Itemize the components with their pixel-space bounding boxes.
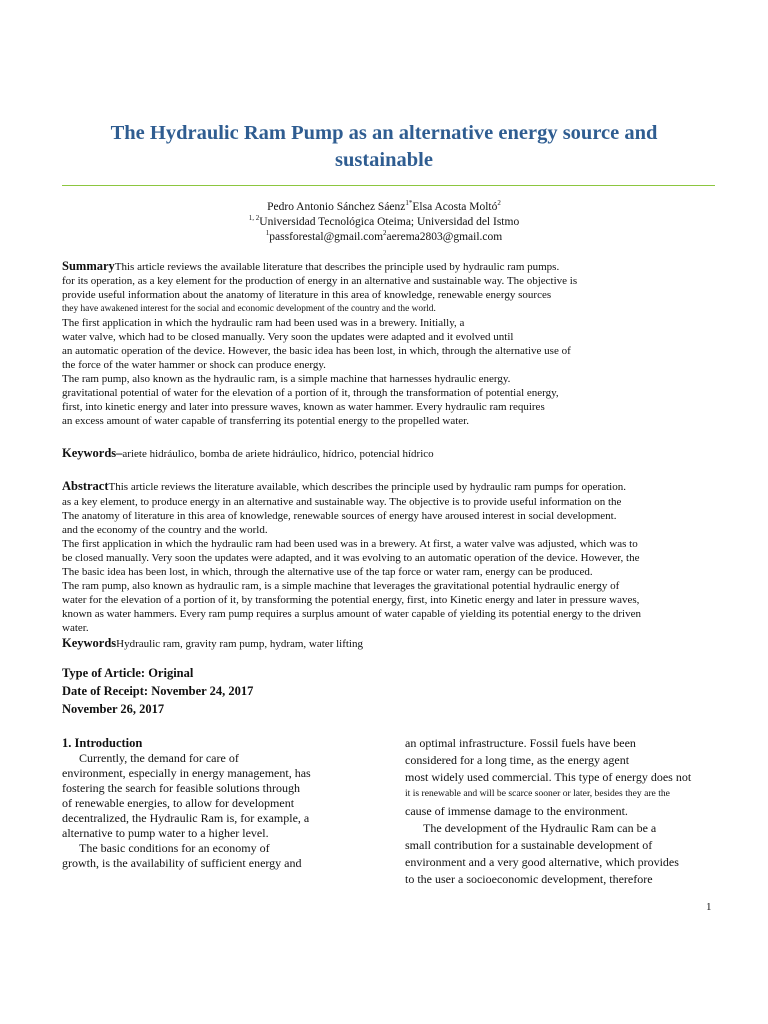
summary-text: they have awakened interest for the social and economic development of the country and the world. bbox=[62, 304, 436, 314]
abstract-text: The anatomy of literature in this area of knowledge, renewable sources of energy have aroused interest in social development. bbox=[62, 510, 617, 522]
abstract-text: The first application in which the hydraulic ram had been used was in a brewery. At first, a water valve was adjusted, which was to bbox=[62, 538, 638, 550]
keywords-es-text: ariete hidráulico, bomba de ariete hidráulico, hídrico, potencial hídrico bbox=[122, 448, 434, 460]
keywords-es bbox=[62, 446, 434, 461]
email-2[interactable]: aerema2803@gmail.com bbox=[386, 230, 503, 243]
intro-right-line: it is renewable and will be scarce sooner or later, besides they are the bbox=[405, 788, 670, 799]
keywords-es-label: Keywords– bbox=[62, 446, 123, 460]
summary-text: gravitational potential of water for the elevation of a portion of it, through the transformation of potential energy, bbox=[62, 387, 559, 399]
section-heading-introduction: 1. Introduction bbox=[62, 736, 143, 750]
summary-text: The first application in which the hydraulic ram had been used was in a brewery. Initially, a bbox=[62, 317, 465, 329]
summary-line-6 bbox=[62, 330, 513, 344]
intro-right-line: an optimal infrastructure. Fossil fuels have been bbox=[405, 736, 636, 750]
author-1-sup: 1* bbox=[405, 199, 413, 207]
abstract-line-5 bbox=[62, 537, 638, 551]
intro-left-line: The basic conditions for an economy of bbox=[79, 841, 270, 855]
summary-line-9 bbox=[62, 372, 510, 386]
abstract-line-3 bbox=[62, 509, 616, 523]
summary-text: the force of the water hammer or shock can produce energy. bbox=[62, 359, 326, 371]
abstract-line-2 bbox=[62, 495, 621, 509]
intro-right-line: considered for a long time, as the energy agent bbox=[405, 753, 630, 767]
paper-title bbox=[40, 120, 728, 174]
summary-line-2 bbox=[62, 274, 700, 288]
intro-right-line: most widely used commercial. This type of energy does not bbox=[405, 770, 692, 784]
email-1-sup: 1 bbox=[265, 229, 270, 237]
intro-right-line: to the user a socioeconomic development, therefore bbox=[405, 872, 653, 886]
affiliation-sup: 1, 2 bbox=[248, 214, 260, 222]
author-2-sup: 2 bbox=[497, 199, 501, 207]
summary-text: an excess amount of water capable of transferring its potential energy to the propelled water. bbox=[62, 415, 469, 427]
abstract-text: known as water hammers. Every ram pump requires a surplus amount of water capable of yielding its potential energy to the driven bbox=[62, 608, 641, 620]
keywords-en-label: Keywords bbox=[62, 636, 117, 650]
abstract-line-1 bbox=[62, 479, 626, 494]
affiliation-line bbox=[40, 214, 728, 228]
abstract-line-7 bbox=[62, 565, 593, 579]
intro-left-column bbox=[62, 736, 360, 871]
summary-line-1 bbox=[62, 259, 559, 274]
summary-text: provide useful information about the anatomy of literature in this area of knowledge, renewable energy sources bbox=[62, 289, 552, 301]
abstract-line-10 bbox=[62, 607, 700, 621]
summary-line-10 bbox=[62, 386, 559, 400]
summary-line-7 bbox=[62, 344, 571, 358]
email-line bbox=[40, 229, 728, 243]
abstract-line-8 bbox=[62, 579, 700, 593]
author-line bbox=[40, 199, 728, 213]
author-2: Elsa Acosta Moltó bbox=[412, 200, 498, 213]
affiliation: Universidad Tecnológica Oteima; Universidad del Istmo bbox=[259, 215, 520, 228]
intro-left-line: environment, especially in energy management, has bbox=[62, 766, 311, 780]
abstract-line-4 bbox=[62, 523, 268, 537]
summary-line-11 bbox=[62, 400, 545, 414]
date-of-receipt: Date of Receipt: November 24, 2017 bbox=[62, 684, 254, 698]
summary-text: for its operation, as a key element for the production of energy in an alternative and sustainable way. The objective is bbox=[62, 275, 578, 287]
abstract-text: be closed manually. Very soon the updates were adapted, and it was evolving to an automatic operation of the device. However, the bbox=[62, 552, 640, 564]
article-type: Type of Article: Original bbox=[62, 666, 194, 680]
summary-label: Summary bbox=[62, 259, 115, 273]
abstract-line-11 bbox=[62, 621, 89, 635]
summary-text: an automatic operation of the device. However, the basic idea has been lost, in which, through the alternative use of bbox=[62, 345, 571, 357]
abstract-text: This article reviews the literature available, which describes the principle used by hydraulic ram pumps for operation. bbox=[108, 481, 626, 493]
intro-right-column bbox=[405, 736, 737, 887]
intro-left-line: growth, is the availability of sufficient energy and bbox=[62, 856, 302, 870]
intro-left-line: of renewable energies, to allow for development bbox=[62, 796, 295, 810]
intro-right-line: environment and a very good alternative, which provides bbox=[405, 855, 679, 869]
abstract-text: and the economy of the country and the world. bbox=[62, 524, 268, 536]
summary-text: This article reviews the available literature that describes the principle used by hydraulic ram pumps. bbox=[114, 261, 560, 273]
email-2-sup: 2 bbox=[383, 229, 387, 237]
summary-line-5 bbox=[62, 316, 464, 330]
summary-line-8 bbox=[62, 358, 326, 372]
summary-text: first, into kinetic energy and later into pressure waves, known as water hammer. Every hydraulic ram requires bbox=[62, 401, 545, 413]
author-1: Pedro Antonio Sánchez Sáenz bbox=[267, 200, 406, 213]
abstract-text: water. bbox=[62, 622, 89, 634]
summary-line-12 bbox=[62, 414, 469, 428]
abstract-text: water for the elevation of a portion of it, by transforming the potential energy, first, into Kinetic energy and later in pressure waves, bbox=[62, 594, 640, 606]
intro-left-line: decentralized, the Hydraulic Ram is, for example, a bbox=[62, 811, 310, 825]
keywords-en-text: Hydraulic ram, gravity ram pump, hydram, water lifting bbox=[116, 638, 363, 650]
title-divider bbox=[62, 185, 715, 186]
email-1[interactable]: passforestal@gmail.com bbox=[269, 230, 384, 243]
summary-line-4 bbox=[62, 302, 436, 316]
summary-line-3 bbox=[62, 288, 551, 302]
abstract-line-9 bbox=[62, 593, 700, 607]
abstract-line-6 bbox=[62, 551, 639, 565]
intro-right-line: cause of immense damage to the environment. bbox=[405, 804, 628, 818]
keywords-en bbox=[62, 636, 363, 651]
summary-text: water valve, which had to be closed manually. Very soon the updates were adapted and it evolved until bbox=[62, 331, 514, 343]
intro-left-line: fostering the search for feasible solutions through bbox=[62, 781, 300, 795]
abstract-text: The ram pump, also known as hydraulic ram, is a simple machine that leverages the gravitational potential hydraulic energy of bbox=[62, 580, 620, 592]
date-accepted: November 26, 2017 bbox=[62, 702, 165, 716]
abstract-label: Abstract bbox=[62, 479, 109, 493]
summary-text: The ram pump, also known as the hydraulic ram, is a simple machine that harnesses hydraulic energy. bbox=[62, 373, 511, 385]
paper-title-line-1: The Hydraulic Ram Pump as an alternative energy source and bbox=[110, 122, 658, 144]
abstract-text: The basic idea has been lost, in which, through the alternative use of the tap force or water ram, energy can be produced. bbox=[62, 566, 593, 578]
intro-left-line: Currently, the demand for care of bbox=[79, 751, 239, 765]
paper-title-line-2: sustainable bbox=[335, 149, 433, 171]
intro-right-line: The development of the Hydraulic Ram can be a bbox=[423, 821, 657, 835]
page-number: 1 bbox=[706, 901, 712, 913]
intro-right-line: small contribution for a sustainable development of bbox=[405, 838, 653, 852]
intro-left-line: alternative to pump water to a higher level. bbox=[62, 826, 269, 840]
abstract-text: as a key element, to produce energy in an alternative and sustainable way. The objective is to provide useful information on the bbox=[62, 496, 622, 508]
